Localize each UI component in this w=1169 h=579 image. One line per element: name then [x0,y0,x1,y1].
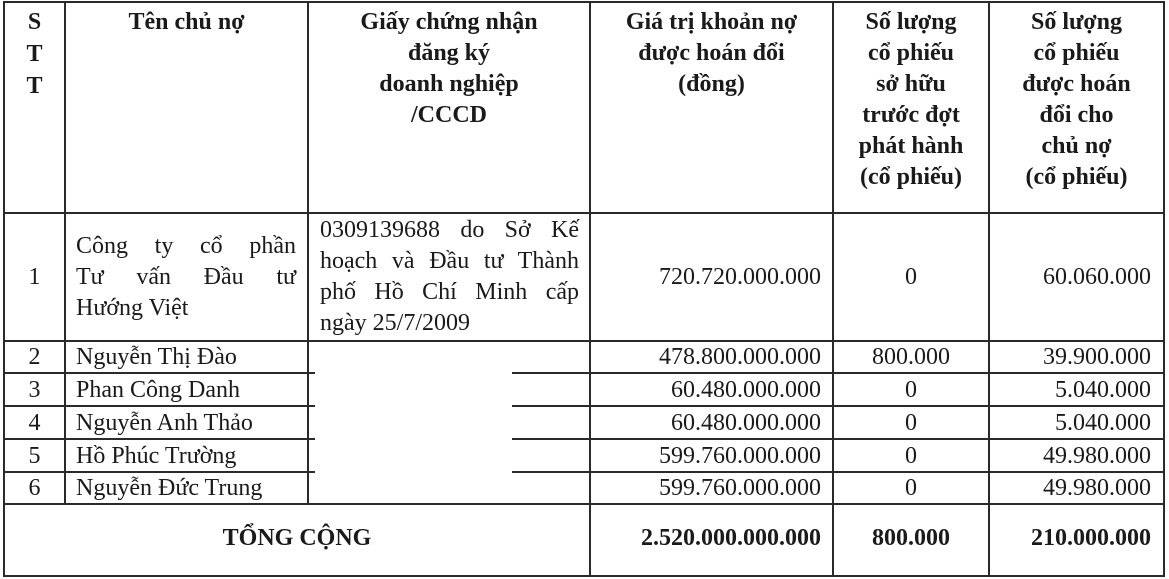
row-1-name-line: Tư vấn Đầu tư [76,264,296,290]
header-before-line: Số lượng [865,9,957,35]
header-swap-line: cổ phiếu [1033,40,1120,66]
header-swap-line: chủ nợ [1041,133,1112,159]
row-1-cert-line: ngày 25/7/2009 [320,310,470,336]
header-debt-value [591,7,832,100]
row-2-stt: 2 [28,344,41,370]
header-before-line: trước đợt [862,102,960,128]
header-debt-line: Giá trị khoản nợ [625,9,798,35]
row-1-name-line: Hướng Việt [76,295,189,321]
row-2-shares-swapped: 39.900.000 [1043,344,1151,370]
header-stt-char: S [27,9,42,35]
row-4-creditor-name: Nguyễn Anh Thảo [76,410,253,436]
header-stt-char: T [26,41,43,67]
grid-line [3,575,1165,577]
header-creditor-name: Tên chủ nợ [128,9,245,35]
row-5-debt-value: 599.760.000.000 [659,443,821,469]
row-4-debt-value: 60.480.000.000 [671,410,821,436]
row-1-stt: 1 [28,264,41,290]
header-certificate-line: Giấy chứng nhận [360,9,538,35]
row-1-debt-value: 720.720.000.000 [659,264,821,290]
header-before-line: cổ phiếu [867,40,954,66]
row-5-creditor-name: Hồ Phúc Trường [76,443,237,469]
row-6-stt: 6 [28,475,41,501]
row-4-shares-swapped: 5.040.000 [1055,410,1151,436]
row-2-debt-value: 478.800.000.000 [659,344,821,370]
header-debt-line: (đồng) [678,71,745,97]
header-debt-line: được hoán đổi [638,40,785,66]
total-debt-value: 2.520.000.000.000 [641,525,821,551]
row-1-creditor-name [76,231,296,324]
header-certificate [309,7,589,131]
header-stt [5,6,64,102]
row-3-creditor-name: Phan Công Danh [76,377,240,403]
row-1-certificate [320,215,579,339]
total-shares-before: 800.000 [872,525,950,551]
header-certificate-line: /CCCD [411,102,487,128]
row-2-shares-before: 800.000 [872,344,950,370]
header-certificate-line: đăng ký [407,40,491,66]
row-1-cert-line: hoạch và Đầu tư Thành [320,248,579,274]
header-before-line: sở hữu [876,71,946,97]
row-3-stt: 3 [28,377,41,403]
total-label: TỔNG CỘNG [222,525,372,551]
row-4-shares-before: 0 [905,410,917,436]
grid-line [1163,1,1165,576]
grid-line [64,1,66,503]
row-4-stt: 4 [28,410,41,436]
header-swap-line: Số lượng [1030,9,1123,35]
row-1-shares-swapped: 60.060.000 [1043,264,1151,290]
row-1-cert-line: 0309139688 do Sở Kế [320,217,579,243]
row-6-debt-value: 599.760.000.000 [659,475,821,501]
header-certificate-line: doanh nghiệp [379,71,519,97]
header-swap-line: đổi cho [1039,102,1114,128]
grid-line [3,212,1165,214]
row-6-shares-before: 0 [905,475,917,501]
row-6-creditor-name: Nguyễn Đức Trung [76,475,263,501]
row-5-shares-before: 0 [905,443,917,469]
header-swap-line: (cổ phiếu) [1025,164,1128,190]
total-shares-swapped: 210.000.000 [1031,525,1151,551]
row-6-shares-swapped: 49.980.000 [1043,475,1151,501]
row-2-creditor-name: Nguyễn Thị Đào [76,344,237,370]
header-shares-before [834,7,988,193]
row-5-stt: 5 [28,443,41,469]
row-3-shares-swapped: 5.040.000 [1055,377,1151,403]
row-5-shares-swapped: 49.980.000 [1043,443,1151,469]
row-3-shares-before: 0 [905,377,917,403]
row-1-cert-line: phố Hồ Chí Minh cấp [320,279,579,305]
row-1-name-line: Công ty cổ phần [76,233,296,259]
row-3-debt-value: 60.480.000.000 [671,377,821,403]
row-1-shares-before: 0 [905,264,917,290]
header-shares-swapped [990,7,1163,193]
grid-line [3,1,1165,3]
header-stt-char: T [26,73,43,99]
header-swap-line: được hoán [1022,71,1131,97]
header-before-line: phát hành [858,133,964,159]
header-before-line: (cổ phiếu) [860,164,962,190]
